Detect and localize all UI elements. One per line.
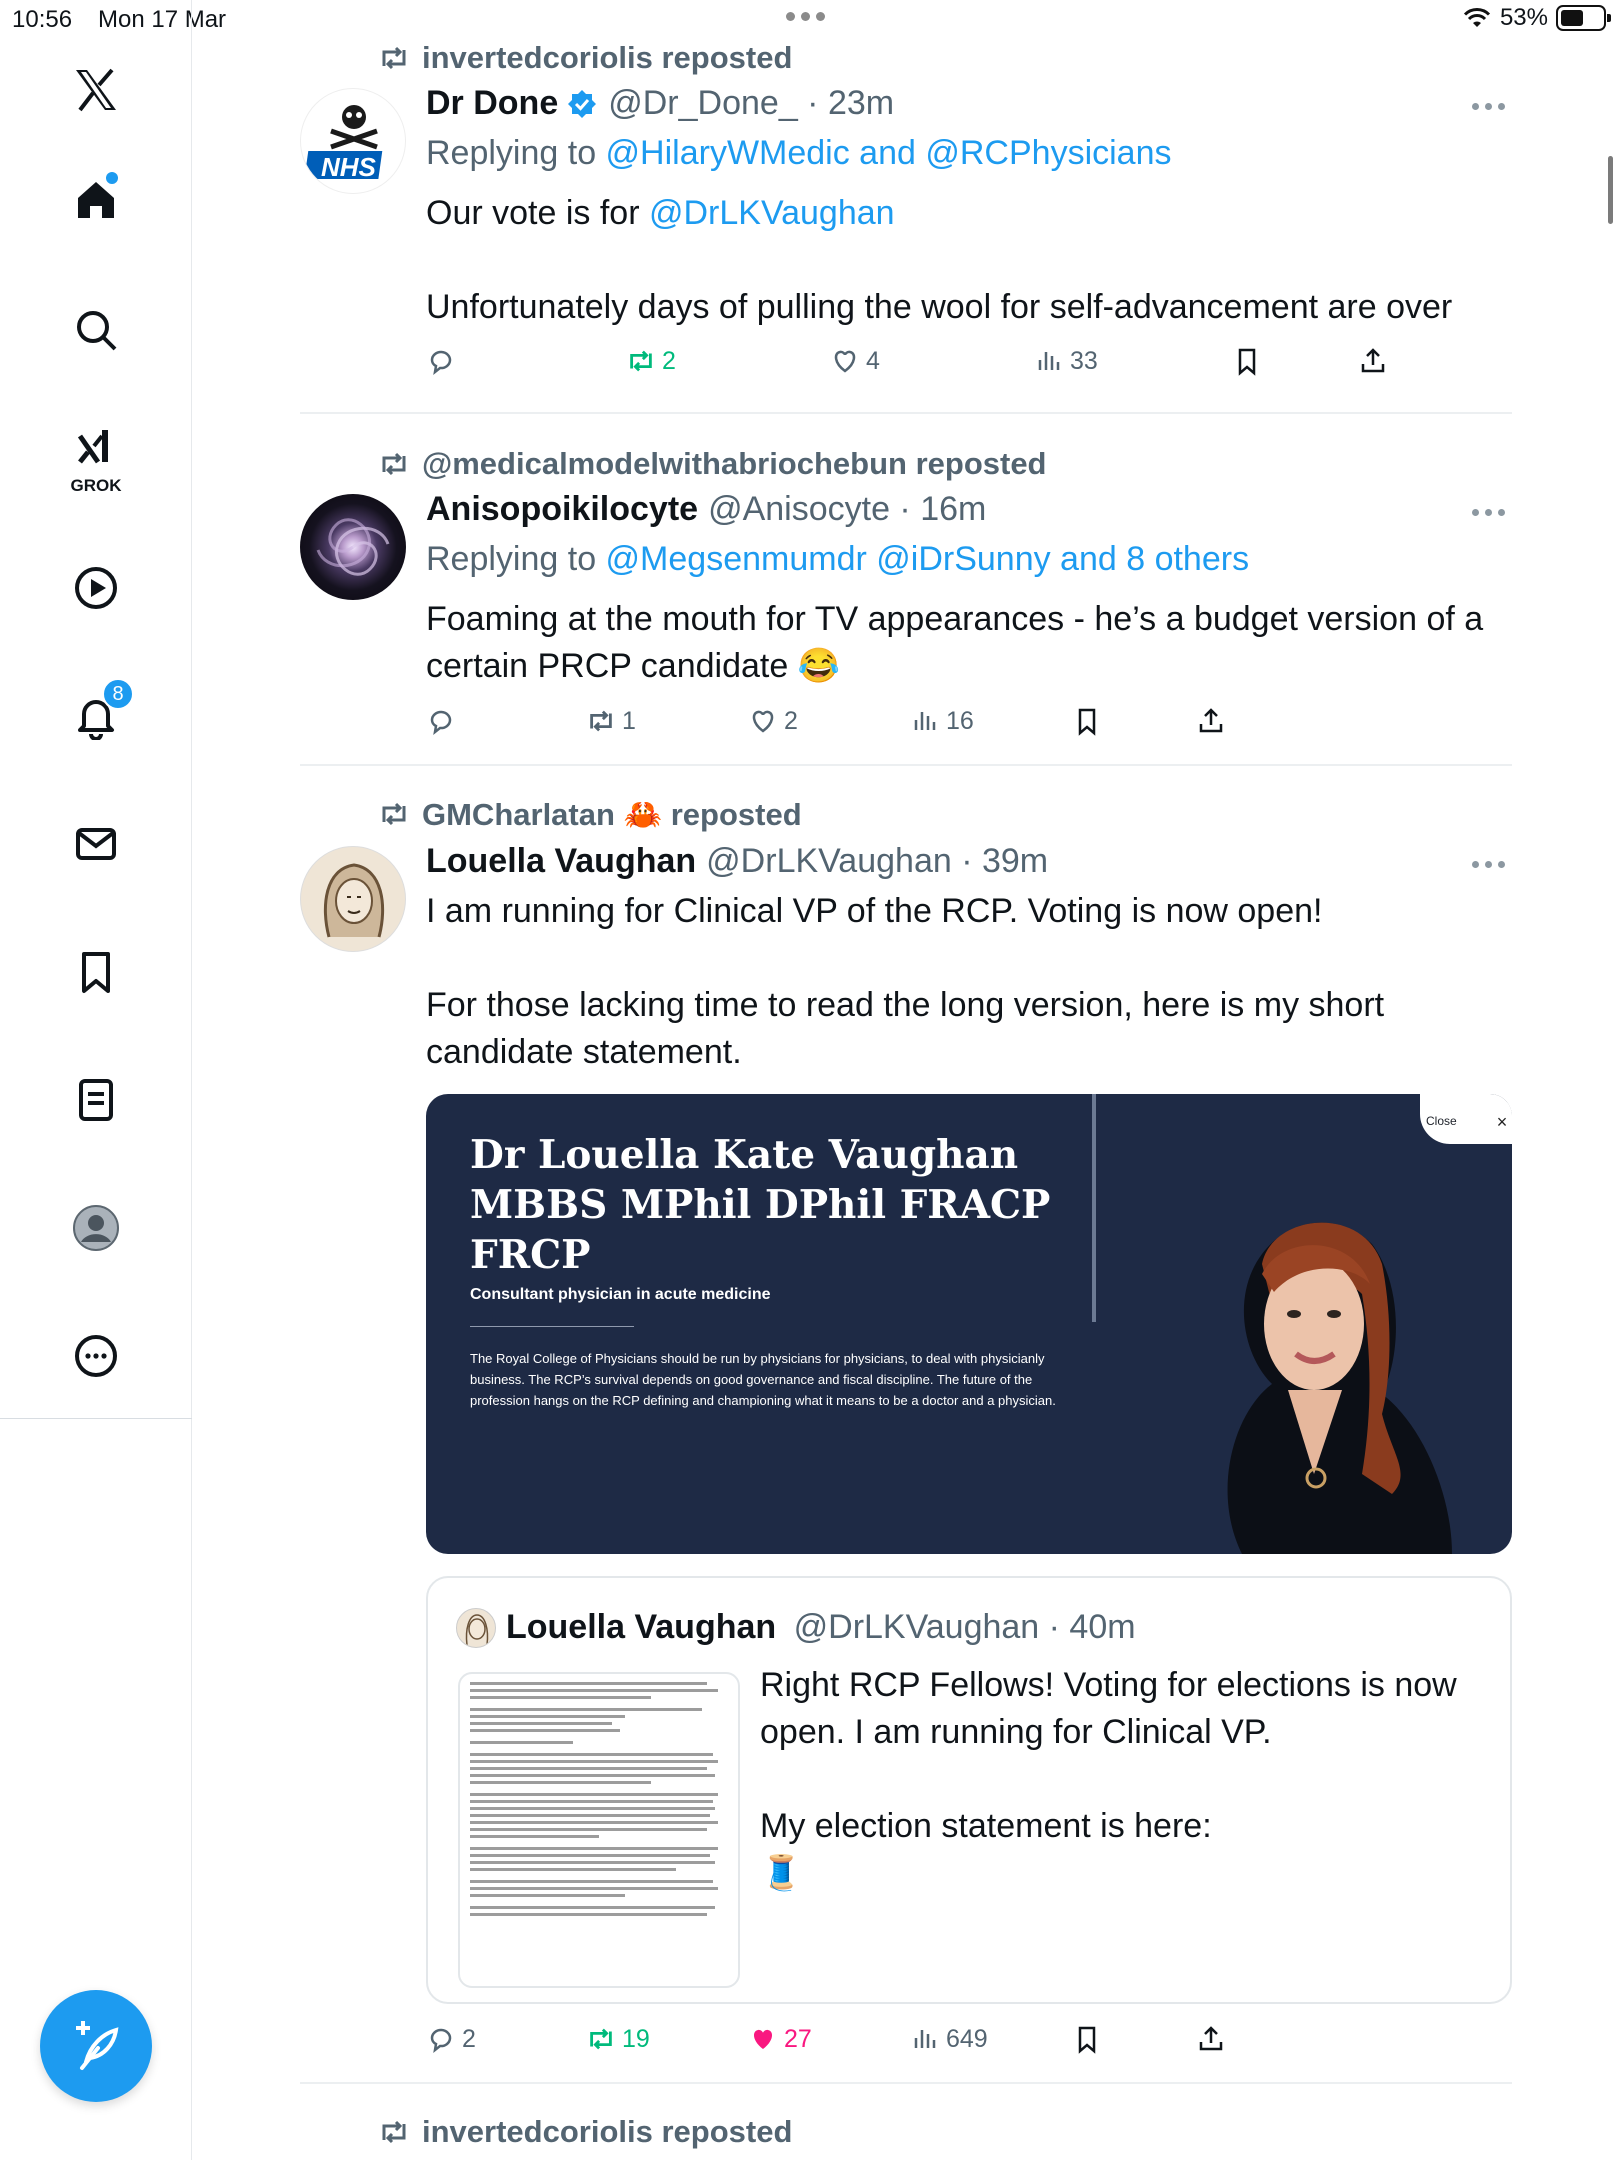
search-icon[interactable]	[66, 300, 126, 360]
more-options-icon[interactable]	[1472, 100, 1512, 112]
repost-label: invertedcoriolis reposted	[422, 40, 793, 75]
quoted-tweet[interactable]	[426, 1576, 1512, 2004]
like-count: 2	[784, 706, 798, 735]
views-count: 33	[1070, 346, 1098, 375]
body-text-line: I am running for Clinical VP of the RCP. Voting is now open!	[426, 892, 1323, 930]
views-count: 16	[946, 706, 974, 735]
home-unread-dot	[106, 172, 118, 184]
repost-icon	[586, 2024, 616, 2054]
avatar[interactable]	[300, 494, 406, 600]
replying-prefix: Replying to	[426, 134, 606, 172]
analytics-icon	[910, 706, 940, 736]
repost-context	[378, 446, 1047, 482]
repost-icon	[626, 346, 656, 376]
grok-icon[interactable]	[66, 420, 126, 480]
media-close-label: Close	[1426, 1114, 1457, 1128]
like-button[interactable]	[830, 346, 880, 376]
like-count: 27	[784, 2024, 812, 2053]
replying-to	[426, 134, 1172, 173]
grok-label: GROK	[70, 476, 122, 495]
lists-icon[interactable]	[66, 1070, 126, 1130]
share-button[interactable]	[1358, 346, 1388, 376]
author-name[interactable]: Dr Done	[426, 84, 559, 122]
reply-button[interactable]	[426, 706, 456, 736]
reply-button[interactable]	[426, 2024, 476, 2054]
tweet-separator	[300, 764, 1512, 766]
replying-to-link[interactable]: @Megsenmumdr @iDrSunny and 8 others	[605, 540, 1250, 578]
media-paragraph: The Royal College of Physicians should be run by physicians for physicians, to deal with physicianly business. The RCP’s survival depends on good governance and fiscal discipline. The future of the profession hangs on the RCP defining and championing what it means to be a doctor and a physician.	[470, 1351, 1056, 1408]
media-title: Dr Louella Kate Vaughan MBBS MPhil DPhil FRACP FRCP	[470, 1132, 1051, 1278]
repost-label: @medicalmodelwithabriochebun reposted	[422, 446, 1047, 481]
repost-button[interactable]	[586, 706, 636, 736]
tweet-header	[426, 842, 1048, 881]
views-count: 649	[946, 2024, 988, 2053]
tweet-separator	[300, 412, 1512, 414]
more-options-icon[interactable]	[66, 1326, 126, 1386]
body-text-line: Unfortunately days of pulling the wool for self-advancement are over	[426, 288, 1453, 326]
repost-icon	[378, 448, 410, 480]
battery-icon	[1556, 5, 1606, 31]
repost-icon	[586, 706, 616, 736]
body-text: Our vote is for	[426, 194, 649, 232]
repost-count: 2	[662, 346, 676, 375]
video-icon[interactable]	[66, 558, 126, 618]
like-count: 4	[866, 346, 880, 375]
tweet-text: Foaming at the mouth for TV appearances - he’s a budget version of a certain PRCP candidate 😂	[426, 600, 1484, 685]
quote-author-name: Louella Vaughan	[506, 1608, 777, 1646]
replying-to-link[interactable]: @HilaryWMedic and @RCPhysicians	[605, 134, 1172, 172]
quote-author-handle: @DrLKVaughan · 40m	[793, 1608, 1136, 1646]
x-logo-icon[interactable]	[66, 60, 126, 120]
avatar[interactable]	[300, 846, 406, 952]
repost-button[interactable]	[586, 2024, 650, 2054]
tweet-header	[426, 490, 986, 529]
home-icon[interactable]	[66, 170, 126, 230]
author-name[interactable]: Louella Vaughan	[426, 842, 697, 880]
more-options-icon[interactable]	[1472, 506, 1512, 518]
status-date: Mon 17 Mar	[98, 6, 227, 33]
candidate-portrait	[1092, 1174, 1512, 1554]
verified-badge-icon	[566, 88, 598, 120]
repost-count: 1	[622, 706, 636, 735]
bookmark-button[interactable]	[1072, 706, 1102, 736]
reply-icon	[426, 2024, 456, 2054]
like-button[interactable]	[748, 706, 798, 736]
share-button[interactable]	[1196, 2024, 1226, 2054]
tweet-separator	[300, 2082, 1512, 2084]
media-rule	[470, 1326, 634, 1327]
notifications-badge: 8	[102, 678, 134, 710]
quote-header	[506, 1608, 1136, 1647]
repost-count: 19	[622, 2024, 650, 2053]
status-time: 10:56	[12, 6, 73, 33]
views-button[interactable]	[910, 2024, 988, 2054]
share-icon	[1358, 346, 1388, 376]
compose-button[interactable]	[40, 1990, 152, 2102]
tweet-actions	[426, 706, 1426, 746]
tweet-header	[426, 84, 894, 123]
reply-count: 2	[462, 2024, 476, 2053]
tweet-actions	[426, 346, 1426, 386]
profile-avatar-icon[interactable]	[66, 1198, 126, 1258]
notifications-icon[interactable]	[66, 682, 126, 746]
multitasking-handle[interactable]	[786, 12, 825, 21]
quote-text	[760, 1662, 1480, 1897]
mention-link[interactable]: @DrLKVaughan	[648, 194, 895, 232]
messages-icon[interactable]	[66, 814, 126, 874]
sidebar-divider	[0, 1418, 192, 1419]
repost-icon	[378, 798, 410, 830]
author-handle[interactable]: @DrLKVaughan · 39m	[706, 842, 1049, 880]
reply-icon	[426, 706, 456, 736]
scrollbar-thumb[interactable]	[1608, 156, 1613, 224]
views-button[interactable]	[1034, 346, 1098, 376]
thread-emoji: 🧵	[760, 1854, 803, 1892]
author-name[interactable]: Anisopoikilocyte	[426, 490, 699, 528]
repost-context	[378, 40, 792, 76]
more-options-icon[interactable]	[1472, 858, 1512, 870]
media-subtitle: Consultant physician in acute medicine	[470, 1286, 771, 1303]
bookmark-icon	[1232, 346, 1262, 376]
replying-prefix: Replying to	[426, 540, 606, 578]
author-handle[interactable]: @Dr_Done_ · 23m	[608, 84, 895, 122]
bookmarks-icon[interactable]	[66, 942, 126, 1002]
repost-button[interactable]	[626, 346, 676, 376]
heart-icon	[748, 706, 778, 736]
media-image[interactable]	[426, 1094, 1512, 1554]
sidebar	[0, 0, 192, 2160]
analytics-icon	[910, 2024, 940, 2054]
share-icon	[1196, 2024, 1226, 2054]
tweet-actions	[426, 2024, 1426, 2064]
bookmark-button[interactable]	[1232, 346, 1262, 376]
quote-document-image	[458, 1672, 740, 1988]
repost-icon	[378, 2116, 410, 2148]
share-icon	[1196, 706, 1226, 736]
reply-button[interactable]	[426, 346, 456, 376]
share-button[interactable]	[1196, 706, 1226, 736]
repost-icon	[378, 42, 410, 74]
bookmark-button[interactable]	[1072, 2024, 1102, 2054]
battery-percent: 53%	[1499, 4, 1548, 31]
views-button[interactable]	[910, 706, 974, 736]
quote-avatar	[456, 1608, 496, 1648]
nhs-logo-text: NHS	[321, 152, 376, 182]
quote-text-line: My election statement is here:	[760, 1807, 1212, 1845]
heart-filled-icon	[748, 2024, 778, 2054]
compose-icon	[68, 2018, 124, 2074]
repost-label: invertedcoriolis reposted	[422, 2114, 793, 2149]
avatar[interactable]	[300, 88, 406, 194]
status-bar	[0, 0, 1620, 40]
reply-icon	[426, 346, 456, 376]
wifi-icon	[1462, 6, 1492, 30]
like-button[interactable]	[748, 2024, 812, 2054]
tweet-text	[426, 888, 1512, 1076]
replying-to	[426, 540, 1249, 579]
repost-context	[378, 796, 802, 832]
author-handle[interactable]: @Anisocyte · 16m	[708, 490, 987, 528]
close-icon[interactable]: ×	[1482, 1102, 1512, 1142]
bookmark-icon	[1072, 2024, 1102, 2054]
tweet-text	[426, 190, 1512, 331]
heart-icon	[830, 346, 860, 376]
status-right	[1462, 4, 1606, 32]
quote-text-line: Right RCP Fellows! Voting for elections is now open. I am running for Clinical VP.	[760, 1666, 1457, 1751]
repost-context	[378, 2114, 792, 2150]
repost-label: GMCharlatan 🦀 reposted	[422, 796, 802, 832]
analytics-icon	[1034, 346, 1064, 376]
body-text-line: For those lacking time to read the long version, here is my short candidate statement.	[426, 986, 1385, 1071]
bookmark-icon	[1072, 706, 1102, 736]
